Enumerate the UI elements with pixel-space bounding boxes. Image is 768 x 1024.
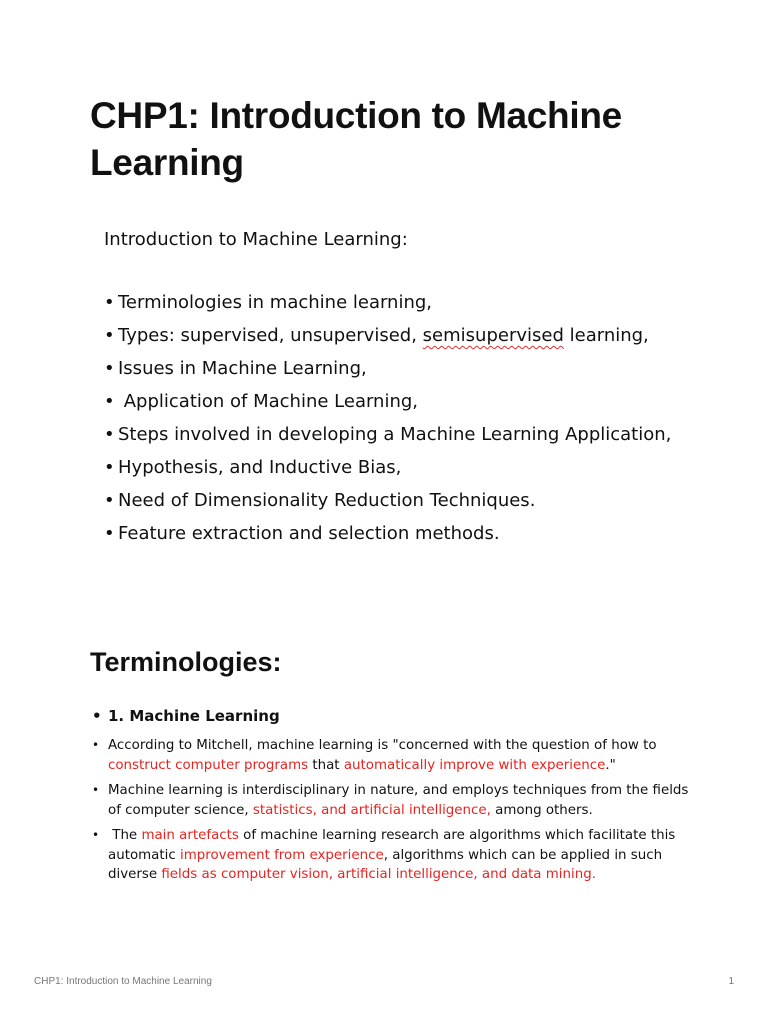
- list-item-text: Need of Dimensionality Reduction Techniques.: [118, 490, 536, 511]
- bullet-icon: •: [104, 358, 115, 379]
- highlight-text: automatically improve with experience: [343, 757, 606, 773]
- spellcheck-word[interactable]: semisupervised: [422, 325, 564, 346]
- bullet-icon: •: [104, 523, 115, 544]
- list-item: [104, 451, 744, 484]
- list-item: [104, 418, 744, 451]
- list-item: [104, 517, 744, 550]
- text-run: among others.: [490, 802, 593, 818]
- list-item-text: Feature extraction and selection methods.: [118, 523, 500, 544]
- text-run: that: [308, 757, 344, 773]
- list-item-text: Steps involved in developing a Machine Learning Application,: [118, 424, 672, 445]
- list-item: [104, 385, 744, 418]
- term-title: [90, 704, 690, 728]
- term-paragraph-list: [90, 736, 690, 885]
- section-heading-terminologies: Terminologies:: [90, 647, 282, 677]
- list-item-text: Terminologies in machine learning,: [118, 292, 433, 313]
- text-run: The: [108, 828, 142, 843]
- intro-section: [104, 226, 744, 550]
- term-paragraph: [90, 826, 690, 885]
- term-paragraph: [90, 781, 690, 820]
- bullet-icon: •: [104, 292, 115, 313]
- list-item-text: Issues in Machine Learning,: [118, 358, 367, 379]
- page-title: CHP1: Introduction to Machine Learning: [90, 95, 622, 183]
- bullet-icon: •: [104, 490, 115, 511]
- text-run: Machine learning is interdisciplinary in nature, and employs techniques from the fields of computer science,: [108, 783, 689, 818]
- bullet-icon: •: [92, 828, 100, 842]
- highlight-text: construct computer programs: [108, 757, 309, 773]
- highlight-text: main artefacts: [141, 828, 239, 843]
- list-item-text-tail: learning,: [569, 325, 649, 346]
- bullet-icon: •: [104, 424, 115, 445]
- page-number: 1: [728, 976, 734, 987]
- highlight-text: improvement from experience: [179, 847, 384, 863]
- bullet-icon: •: [104, 391, 115, 412]
- bullet-icon: •: [92, 783, 100, 797]
- intro-heading: Introduction to Machine Learning:: [104, 229, 408, 250]
- list-item: [104, 319, 744, 352]
- list-item-text: Types: supervised, unsupervised,: [118, 325, 417, 346]
- text-run: .": [605, 757, 616, 773]
- list-item: [104, 352, 744, 385]
- footer-title: CHP1: Introduction to Machine Learning: [34, 976, 212, 987]
- bullet-icon: •: [104, 325, 115, 346]
- list-item: [104, 286, 744, 319]
- terminologies-section: [90, 704, 690, 891]
- bullet-icon: •: [104, 457, 115, 478]
- text-run: According to Mitchell, machine learning is "concerned with the question of how to: [108, 738, 657, 753]
- highlight-text: fields as computer vision, artificial intelligence, and data mining.: [161, 867, 596, 882]
- bullet-icon: •: [92, 738, 100, 752]
- text-run: , algorithms which can be applied in such diverse: [108, 847, 663, 882]
- term-title-text: 1. Machine Learning: [108, 707, 280, 725]
- list-item-text: Hypothesis, and Inductive Bias,: [118, 457, 402, 478]
- highlight-text: statistics, and artificial intelligence,: [252, 802, 491, 818]
- term-paragraph: [90, 736, 690, 775]
- bullet-icon: •: [92, 707, 102, 725]
- topic-list: [104, 286, 744, 550]
- list-item: [104, 484, 744, 517]
- list-item-text: Application of Machine Learning,: [118, 391, 419, 412]
- text-run: of machine learning research are algorithms which facilitate this automatic: [108, 828, 676, 863]
